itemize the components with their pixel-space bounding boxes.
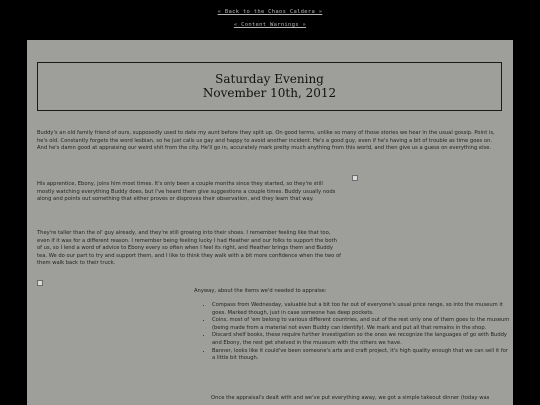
content-panel xyxy=(27,40,513,405)
nav-warnings xyxy=(0,22,540,28)
list-item-books: • Discard shelf books, these require further investigation so the ones we recognize the languages of go with Buddy and Ebony, the rest get shelved in the museum with the others we have. xyxy=(212,332,512,347)
title-box xyxy=(37,62,502,111)
content-warnings-link[interactable]: « Content Warnings » xyxy=(233,22,307,28)
broken-image-icon xyxy=(37,280,43,286)
paragraph-dinner: Once the appraisal's dealt with and we've put everything away, we got a simple takeout dinner (today was xyxy=(211,395,490,401)
paragraph-ebony-apprentice: His apprentice, Ebony, joins him most times. It's only been a couple months since they started, so they're still mostly watching everything Buddy does, but I've heard them give suggestions a couple times. Buddy usually nods along and points out something that either proves or disproves their observation, and they learn that way. xyxy=(37,181,336,203)
paragraph-items-intro: Anyway, about the items we'd needed to appraise: xyxy=(194,288,327,294)
nav-back xyxy=(0,9,540,15)
list-item-compass: • Compass from Wednesday, valuable but a bit too far out of everyone's usual price range, so into the museum it goes. Marked though, just in case someone has deep pockets. xyxy=(212,302,512,317)
list-item-coins: • Coins, most of 'em belong to various different countries, and out of the rest only one of them goes to the museum (being made from a material not even Buddy can identify). We mark and put all that remains in the shop. xyxy=(212,317,512,332)
page-title-date: November 10th, 2012 xyxy=(202,86,337,100)
page-title-day: Saturday Evening xyxy=(215,72,324,86)
broken-image-icon xyxy=(352,175,358,181)
appraisal-item-list xyxy=(202,302,512,363)
paragraph-buddy-intro: Buddy's an old family friend of ours, supposedly used to date my aunt before they split up. On good terms, unlike so many of those stories we hear in the usual gossip. Point is, he's old. Constantly forgets the word lesbian, so he just calls us gay and happy to avoid another incident. He's a good guy, even if he's having a bit of trouble as time goes on. And he's damn good at appraising our weird shit from the city. He'll go in, accurately mark pretty much anything from this world, and then give us a guess on everything else. xyxy=(37,130,495,152)
back-to-chaos-caldera-link[interactable]: « Back to the Chaos Caldera » xyxy=(217,9,323,15)
list-item-banner: • Banner, looks like it could've been someone's arts and craft project, it's high quality enough that we can sell it for a little bit though. xyxy=(212,348,512,363)
paragraph-ebony-support: They're taller than the ol' guy already, and they're still growing into their shoes. I remember feeling like that too, even if it was for a different reason. I remember being feeling lucky I had Heather and our folks to support the both of us, so I lend a word of advice to Ebony every so often when I feel its right, and Heather brings them and Buddy tea. We do our part to try and support them, and I like to think they walk with a bit more confidence when the two of them walk back to their truck. xyxy=(37,230,341,267)
